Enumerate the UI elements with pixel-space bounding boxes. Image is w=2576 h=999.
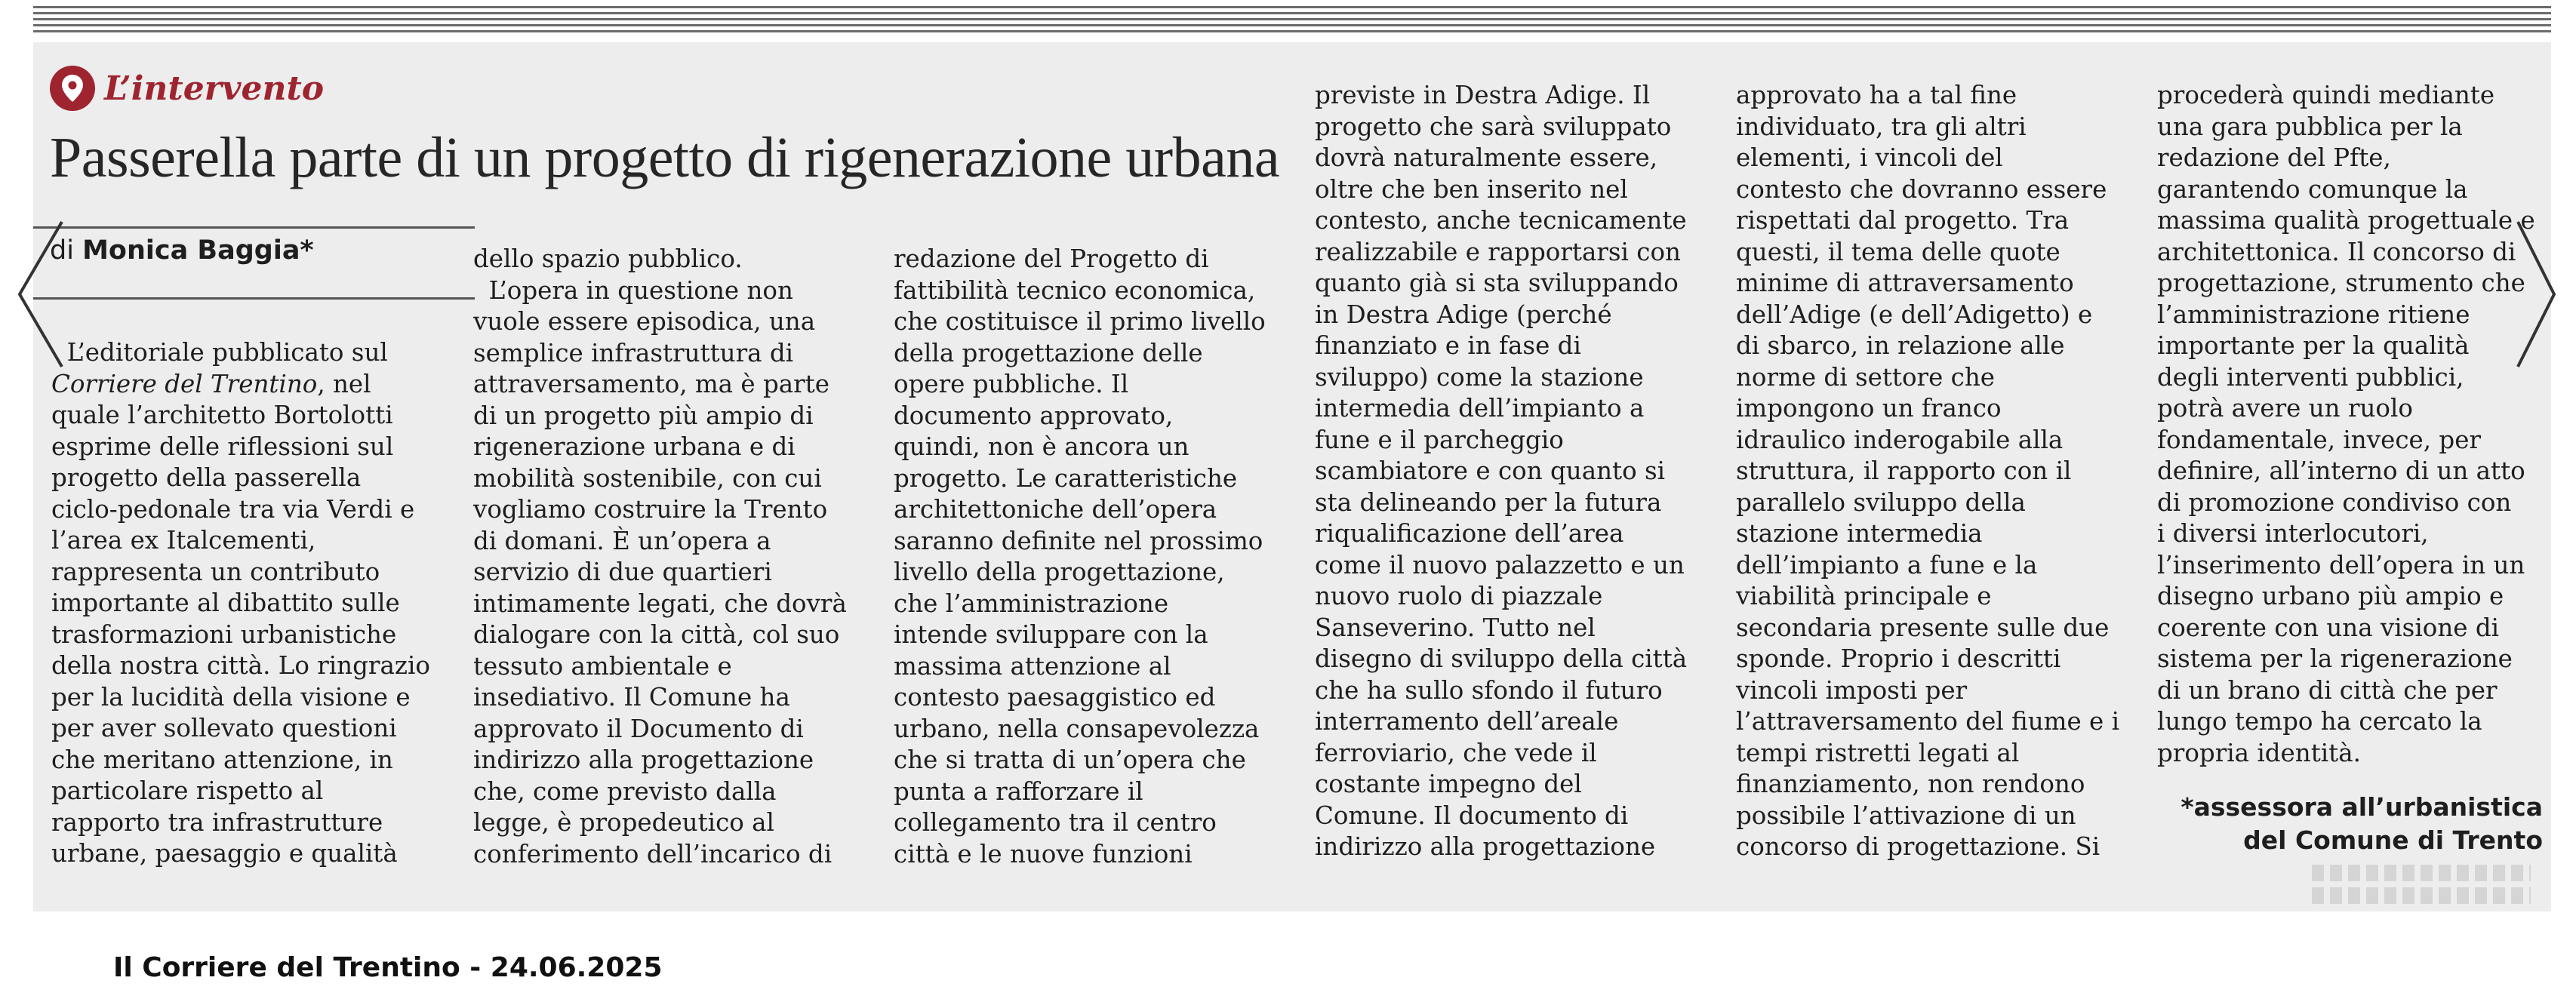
kicker — [50, 62, 324, 115]
text-line: disegno di sviluppo della città — [1315, 644, 1688, 673]
text-line: Corriere del Trentino, nel — [51, 369, 371, 398]
italic-text: Corriere del Trentino — [51, 369, 318, 398]
text-line: livello della progettazione, — [894, 558, 1225, 586]
text-line: L’opera in questione non — [473, 275, 793, 305]
article-column-2 — [473, 244, 866, 870]
text-line: sta delineando per la futura — [1315, 487, 1662, 517]
text-line: scambiatore e con quanto si — [1315, 456, 1666, 485]
text-line: concorso di progettazione. Si — [1736, 832, 2101, 861]
text-line: esprime delle riflessioni sul — [51, 432, 394, 461]
text-line: i diversi interlocutori, — [2157, 519, 2429, 548]
text-line: struttura, il rapporto con il — [1736, 456, 2072, 485]
text-line: progetto della passerella — [51, 463, 362, 492]
text-line: potrà avere un ruolo — [2157, 394, 2413, 423]
text-line: tessuto ambientale e — [473, 651, 732, 681]
text-line: particolare rispetto al — [51, 776, 324, 805]
text-line: l’inserimento dell’opera in un — [2157, 550, 2525, 579]
text-line: parallelo sviluppo della — [1736, 487, 2026, 517]
text-line: della progettazione delle — [894, 338, 1203, 367]
text-line: idraulico inderogabile alla — [1736, 425, 2064, 454]
text-line: insediativo. Il Comune ha — [473, 683, 790, 712]
text-line: trasformazioni urbanistiche — [51, 619, 397, 649]
text-line: massima attenzione al — [894, 651, 1171, 681]
text-line: possibile l’attivazione di un — [1736, 801, 2076, 830]
text-line: urbane, paesaggio e qualità — [51, 839, 398, 868]
text-line: finanziamento, non rendono — [1736, 770, 2085, 798]
text-line: documento approvato, — [894, 401, 1174, 430]
text-line: che ha sullo sfondo il futuro — [1315, 675, 1663, 705]
signature-institution: del Comune di Trento — [2243, 825, 2543, 855]
text-line: elementi, i vincoli del — [1736, 143, 2003, 172]
article-column-5 — [1736, 80, 2128, 863]
author-signature — [2075, 791, 2543, 857]
location-pin-icon — [50, 66, 95, 111]
text-line: dell’impianto a fune e la — [1736, 550, 2038, 579]
text-line: degli interventi pubblici, — [2157, 362, 2464, 392]
signature-role: *assessora all’urbanistica — [2181, 792, 2543, 822]
text-line: l’area ex Italcementi, — [51, 526, 316, 555]
text-line: definire, all’interno di un atto — [2157, 456, 2525, 485]
text-line: approvato ha a tal fine — [1736, 81, 2017, 109]
text-line: stazione intermedia — [1736, 519, 1983, 548]
text-line: disegno urbano più ampio e — [2157, 582, 2504, 610]
text-line: ferroviario, che vede il — [1315, 738, 1597, 767]
text-line: importante per la qualità — [2157, 331, 2470, 360]
text-line: quale l’architetto Bortolotti — [51, 401, 393, 429]
article-column-4 — [1315, 80, 1707, 863]
text-line: rispettati dal progetto. Tra — [1736, 206, 2070, 235]
text-line: ciclo-pedonale tra via Verdi e — [51, 494, 415, 524]
text-line: saranno definite nel prossimo — [894, 526, 1263, 555]
text-line: dello spazio pubblico. — [473, 244, 743, 273]
text-line: contesto paesaggistico ed — [894, 683, 1216, 712]
source-caption: Il Corriere del Trentino - 24.06.2025 — [113, 952, 663, 983]
text-line: collegamento tra il centro — [894, 808, 1217, 837]
text-line: secondaria presente sulle due — [1736, 613, 2110, 642]
text-line: procederà quindi mediante — [2157, 81, 2495, 109]
text-line: riqualificazione dell’area — [1315, 519, 1624, 548]
text-line: costante impegno del — [1315, 770, 1582, 798]
text-line: garantendo comunque la — [2157, 174, 2468, 204]
text-line: fattibilità tecnico economica, — [894, 275, 1256, 305]
text-line: interramento dell’areale — [1315, 707, 1619, 736]
text-line: che si tratta di un’opera che — [894, 745, 1246, 774]
text-line: dialogare con la città, col suo — [473, 620, 840, 649]
text-line: previste in Destra Adige. Il — [1315, 81, 1651, 109]
byline-prefix: di — [50, 235, 83, 266]
text-line: finanziato e in fase di — [1315, 331, 1581, 360]
text-line: redazione del Pfte, — [2157, 143, 2391, 172]
text-line: servizio di due quartieri — [473, 558, 772, 586]
text-line: redazione del Progetto di — [894, 244, 1209, 273]
text-line: l’attraversamento del fiume e i — [1736, 707, 2119, 736]
text-line: architettoniche dell’opera — [894, 495, 1217, 524]
text-line: progettazione, strumento che — [2157, 269, 2525, 297]
text-line: oltre che ben inserito nel — [1315, 174, 1628, 204]
text-line: attraversamento, ma è parte — [473, 370, 829, 398]
byline-rule-top — [33, 226, 475, 229]
text-line: rappresenta un contributo — [51, 557, 380, 586]
text-line: di domani. È un’opera a — [473, 526, 771, 555]
top-rules — [33, 6, 2551, 36]
byline-rule-bottom — [33, 297, 475, 300]
text-line: vuole essere episodica, una — [473, 307, 816, 336]
text-line: importante al dibattito sulle — [51, 589, 400, 617]
text-line: come il nuovo palazzetto e un — [1315, 550, 1685, 579]
text-line: tempi ristretti legati al — [1736, 738, 2020, 767]
article-column-1 — [51, 337, 444, 870]
text-line: rapporto tra infrastrutture — [51, 807, 383, 837]
text-line: in Destra Adige (perché — [1315, 300, 1612, 329]
text-line: l’amministrazione ritiene — [2157, 300, 2470, 329]
text-line: Comune. Il documento di — [1315, 801, 1629, 830]
text-line: della nostra città. Lo ringrazio — [51, 651, 430, 680]
text-line: L’editoriale pubblicato sul — [51, 338, 388, 367]
text-line: progetto. Le caratteristiche — [894, 463, 1238, 493]
article-headline: Passerella parte di un progetto di rigenerazione urbana — [50, 126, 1280, 189]
text-line: dovrà naturalmente essere, — [1315, 143, 1658, 172]
text-line: rigenerazione urbana e di — [473, 432, 796, 461]
text-line: contesto che dovranno essere — [1736, 174, 2107, 204]
text-line: impongono un franco — [1736, 394, 2002, 423]
text-line: norme di settore che — [1736, 362, 1996, 392]
text-line: progetto che sarà sviluppato — [1315, 112, 1672, 141]
text-line: individuato, tra gli altri — [1736, 112, 2027, 141]
text-line: approvato il Documento di — [473, 714, 804, 743]
text-line: legge, è propedeutico al — [473, 808, 774, 837]
text-line: fondamentale, invece, per — [2157, 425, 2482, 454]
text-line: questi, il tema delle quote — [1736, 237, 2060, 266]
text-line: di promozione condiviso con — [2157, 487, 2512, 517]
text-line: realizzabile e rapportarsi con — [1315, 237, 1681, 266]
text-line: di sbarco, in relazione alle — [1736, 331, 2065, 360]
byline — [50, 235, 314, 266]
text-line: che l’amministrazione — [894, 589, 1169, 618]
kicker-label: L’intervento — [104, 69, 325, 108]
byline-author: Monica Baggia* — [82, 235, 314, 266]
text-line: che costituisce il primo livello — [894, 307, 1266, 336]
text-line: che meritano attenzione, in — [51, 745, 393, 774]
text-line: mobilità sostenibile, con cui — [473, 463, 822, 493]
text-line: contesto, anche tecnicamente — [1315, 206, 1687, 235]
text-line: che, come previsto dalla — [473, 776, 777, 806]
text-line: per aver sollevato questioni — [51, 714, 397, 742]
text-line: massima qualità progettuale e — [2157, 206, 2535, 235]
text-line: una gara pubblica per la — [2157, 112, 2463, 141]
text-line: di un brano di città che per — [2157, 675, 2498, 705]
text-line: di un progetto più ampio di — [473, 401, 814, 430]
text-line: intende sviluppare con la — [894, 620, 1208, 649]
scan-stamp — [2312, 865, 2531, 913]
text-line: indirizzo alla progettazione — [473, 745, 814, 774]
text-line: nuovo ruolo di piazzale — [1315, 582, 1603, 610]
text-line: fune e il parcheggio — [1315, 425, 1564, 454]
article-column-6 — [2157, 80, 2550, 769]
text-line: città e le nuove funzioni — [894, 839, 1193, 868]
text-line: per la lucidità della visione e — [51, 682, 411, 712]
text-line: punta a rafforzare il — [894, 776, 1143, 806]
text-line: coerente con una visione di — [2157, 613, 2500, 642]
text-line: minime di attraversamento — [1736, 269, 2074, 297]
text-line: urbano, nella consapevolezza — [894, 714, 1260, 743]
text-line: quindi, non è ancora un — [894, 432, 1190, 461]
text-line: lungo tempo ha cercato la — [2157, 707, 2482, 736]
text-line: viabilità principale e — [1736, 582, 1992, 610]
text-line: indirizzo alla progettazione — [1315, 832, 1656, 861]
text-line: vincoli imposti per — [1736, 675, 1968, 705]
text-line: quanto già si sta sviluppando — [1315, 269, 1679, 297]
text-line: conferimento dell’incarico di — [473, 839, 833, 868]
text-line: architettonica. Il concorso di — [2157, 237, 2516, 266]
text-line: Sanseverino. Tutto nel — [1315, 613, 1596, 642]
text-line: intermedia dell’impianto a — [1315, 394, 1645, 423]
text-line: intimamente legati, che dovrà — [473, 589, 847, 618]
text-line: opere pubbliche. Il — [894, 370, 1129, 398]
text-line: vogliamo costruire la Trento — [473, 495, 828, 524]
text-line: semplice infrastruttura di — [473, 338, 794, 367]
text-line: sistema per la rigenerazione — [2157, 644, 2513, 673]
article-column-3 — [894, 244, 1286, 870]
text-line: dell’Adige (e dell’Adigetto) e — [1736, 300, 2093, 329]
text-line: propria identità. — [2157, 738, 2361, 767]
text-line: sviluppo) come la stazione — [1315, 362, 1644, 392]
text-line: sponde. Proprio i descritti — [1736, 644, 2061, 673]
